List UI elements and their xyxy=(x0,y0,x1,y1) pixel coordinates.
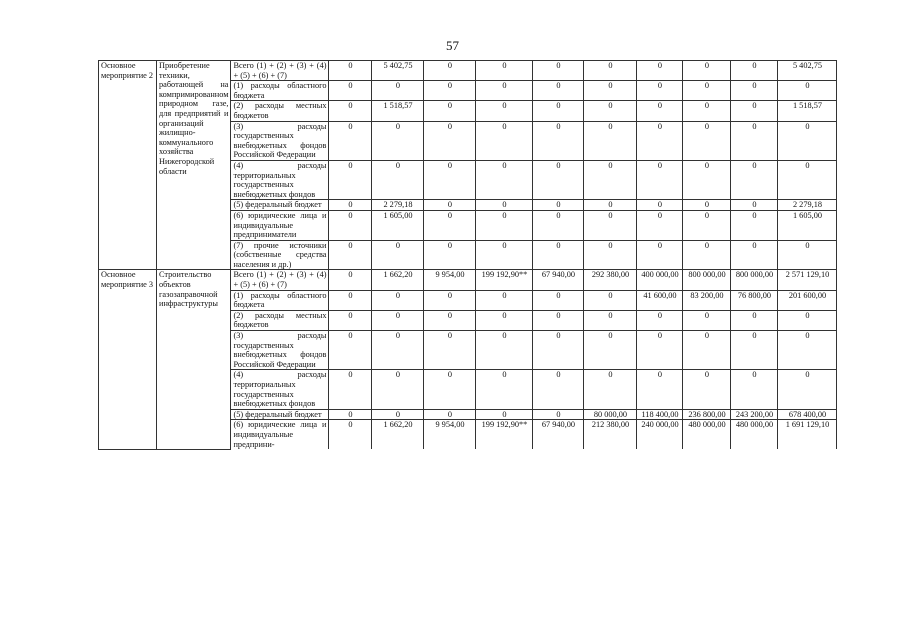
value-cell: 0 xyxy=(584,290,637,310)
value-cell: 0 xyxy=(584,310,637,330)
description-cell: Строительство объектов газозаправочной инфраструктуры xyxy=(157,270,231,449)
description-cell: Приобретение техники, работающей на компримированном природном газе, для предприятий и организаций жилищно-коммунального хозяйства Нижегородской области xyxy=(157,61,231,270)
value-cell: 0 xyxy=(683,101,731,121)
value-cell: 199 192,90** xyxy=(476,420,533,449)
value-cell: 5 402,75 xyxy=(372,61,424,81)
value-cell: 0 xyxy=(637,81,683,101)
value-cell: 800 000,00 xyxy=(683,270,731,290)
value-cell: 0 xyxy=(683,200,731,211)
value-cell: 0 xyxy=(683,370,731,409)
value-cell: 0 xyxy=(683,331,731,370)
value-cell: 0 xyxy=(424,370,476,409)
value-cell: 0 xyxy=(372,160,424,199)
value-cell: 0 xyxy=(424,160,476,199)
funding-source-cell: (6) юридические лица и индивидуальные предприни- xyxy=(231,420,329,449)
value-cell: 0 xyxy=(637,61,683,81)
value-cell: 0 xyxy=(731,310,778,330)
value-cell: 0 xyxy=(683,160,731,199)
value-cell: 0 xyxy=(329,409,372,420)
value-cell: 0 xyxy=(731,370,778,409)
value-cell: 41 600,00 xyxy=(637,290,683,310)
value-cell: 1 662,20 xyxy=(372,270,424,290)
value-cell: 0 xyxy=(424,61,476,81)
value-cell: 0 xyxy=(424,81,476,101)
value-cell: 0 xyxy=(584,121,637,160)
value-cell: 0 xyxy=(329,331,372,370)
value-cell: 0 xyxy=(424,240,476,270)
funding-source-cell: (6) юридические лица и индивидуальные предприниматели xyxy=(231,210,329,240)
value-cell: 0 xyxy=(778,121,837,160)
value-cell: 0 xyxy=(329,290,372,310)
value-cell: 0 xyxy=(637,370,683,409)
value-cell: 1 518,57 xyxy=(778,101,837,121)
value-cell: 0 xyxy=(476,409,533,420)
funding-source-cell: (2) расходы местных бюджетов xyxy=(231,101,329,121)
value-cell: 5 402,75 xyxy=(778,61,837,81)
value-cell: 0 xyxy=(637,210,683,240)
value-cell: 0 xyxy=(329,420,372,449)
value-cell: 9 954,00 xyxy=(424,420,476,449)
value-cell: 0 xyxy=(372,290,424,310)
value-cell: 1 605,00 xyxy=(372,210,424,240)
page-number: 57 xyxy=(446,38,459,53)
value-cell: 0 xyxy=(476,61,533,81)
value-cell: 0 xyxy=(778,331,837,370)
value-cell: 1 691 129,10 xyxy=(778,420,837,449)
funding-source-cell: (1) расходы областного бюджета xyxy=(231,81,329,101)
value-cell: 0 xyxy=(329,270,372,290)
value-cell: 0 xyxy=(584,101,637,121)
funding-source-cell: Всего (1) + (2) + (3) + (4) + (5) + (6) + (7) xyxy=(231,61,329,81)
value-cell: 0 xyxy=(533,160,584,199)
value-cell: 0 xyxy=(637,310,683,330)
value-cell: 0 xyxy=(533,409,584,420)
value-cell: 0 xyxy=(476,200,533,211)
value-cell: 0 xyxy=(584,81,637,101)
value-cell: 0 xyxy=(533,121,584,160)
value-cell: 0 xyxy=(683,61,731,81)
value-cell: 0 xyxy=(533,81,584,101)
value-cell: 0 xyxy=(731,200,778,211)
funding-source-cell: (3) расходы государственных внебюджетных фондов Российской Федерации xyxy=(231,331,329,370)
value-cell: 0 xyxy=(637,160,683,199)
value-cell: 0 xyxy=(372,240,424,270)
value-cell: 0 xyxy=(476,101,533,121)
value-cell: 0 xyxy=(476,310,533,330)
value-cell: 0 xyxy=(372,81,424,101)
value-cell: 0 xyxy=(683,81,731,101)
value-cell: 212 380,00 xyxy=(584,420,637,449)
value-cell: 1 518,57 xyxy=(372,101,424,121)
value-cell: 0 xyxy=(683,240,731,270)
value-cell: 480 000,00 xyxy=(683,420,731,449)
value-cell: 0 xyxy=(637,331,683,370)
value-cell: 0 xyxy=(778,310,837,330)
funding-source-cell: (5) федеральный бюджет xyxy=(231,409,329,420)
value-cell: 2 279,18 xyxy=(372,200,424,211)
value-cell: 67 940,00 xyxy=(533,270,584,290)
value-cell: 0 xyxy=(424,310,476,330)
value-cell: 80 000,00 xyxy=(584,409,637,420)
table-body xyxy=(99,61,837,450)
value-cell: 0 xyxy=(329,210,372,240)
value-cell: 0 xyxy=(424,290,476,310)
value-cell: 0 xyxy=(533,310,584,330)
value-cell: 0 xyxy=(637,121,683,160)
value-cell: 0 xyxy=(778,370,837,409)
value-cell: 240 000,00 xyxy=(637,420,683,449)
value-cell: 0 xyxy=(476,81,533,101)
value-cell: 0 xyxy=(731,331,778,370)
value-cell: 0 xyxy=(584,331,637,370)
value-cell: 0 xyxy=(533,101,584,121)
value-cell: 480 000,00 xyxy=(731,420,778,449)
value-cell: 0 xyxy=(584,370,637,409)
activity-cell: Основное мероприятие 2 xyxy=(99,61,157,270)
value-cell: 0 xyxy=(372,121,424,160)
value-cell: 0 xyxy=(731,160,778,199)
value-cell: 1 662,20 xyxy=(372,420,424,449)
value-cell: 0 xyxy=(372,331,424,370)
value-cell: 0 xyxy=(329,310,372,330)
value-cell: 0 xyxy=(533,240,584,270)
value-cell: 0 xyxy=(476,121,533,160)
table-row xyxy=(99,61,837,81)
value-cell: 9 954,00 xyxy=(424,270,476,290)
value-cell: 0 xyxy=(329,81,372,101)
value-cell: 0 xyxy=(533,200,584,211)
value-cell: 0 xyxy=(533,331,584,370)
value-cell: 0 xyxy=(683,121,731,160)
value-cell: 0 xyxy=(329,240,372,270)
value-cell: 0 xyxy=(637,240,683,270)
value-cell: 0 xyxy=(424,200,476,211)
value-cell: 1 605,00 xyxy=(778,210,837,240)
value-cell: 0 xyxy=(584,240,637,270)
value-cell: 0 xyxy=(476,370,533,409)
value-cell: 0 xyxy=(584,210,637,240)
value-cell: 0 xyxy=(731,210,778,240)
value-cell: 0 xyxy=(778,240,837,270)
funding-source-cell: (7) прочие источники (собственные средства населения и др.) xyxy=(231,240,329,270)
value-cell: 0 xyxy=(424,331,476,370)
value-cell: 0 xyxy=(329,121,372,160)
value-cell: 67 940,00 xyxy=(533,420,584,449)
value-cell: 118 400,00 xyxy=(637,409,683,420)
funding-source-cell: (4) расходы территориальных государственных внебюджетных фондов xyxy=(231,370,329,409)
value-cell: 0 xyxy=(731,101,778,121)
value-cell: 0 xyxy=(476,160,533,199)
funding-source-cell: (2) расходы местных бюджетов xyxy=(231,310,329,330)
value-cell: 83 200,00 xyxy=(683,290,731,310)
value-cell: 236 800,00 xyxy=(683,409,731,420)
value-cell: 2 279,18 xyxy=(778,200,837,211)
table-row xyxy=(99,270,837,290)
value-cell: 0 xyxy=(584,160,637,199)
value-cell: 0 xyxy=(424,210,476,240)
funding-source-cell: Всего (1) + (2) + (3) + (4) + (5) + (6) + (7) xyxy=(231,270,329,290)
value-cell: 0 xyxy=(533,210,584,240)
value-cell: 0 xyxy=(424,121,476,160)
value-cell: 0 xyxy=(683,210,731,240)
value-cell: 0 xyxy=(424,101,476,121)
value-cell: 0 xyxy=(533,370,584,409)
value-cell: 0 xyxy=(329,61,372,81)
value-cell: 0 xyxy=(372,310,424,330)
value-cell: 199 192,90** xyxy=(476,270,533,290)
value-cell: 2 571 129,10 xyxy=(778,270,837,290)
value-cell: 0 xyxy=(329,101,372,121)
value-cell: 243 200,00 xyxy=(731,409,778,420)
value-cell: 0 xyxy=(329,370,372,409)
value-cell: 0 xyxy=(683,310,731,330)
value-cell: 201 600,00 xyxy=(778,290,837,310)
value-cell: 400 000,00 xyxy=(637,270,683,290)
activity-cell: Основное мероприятие 3 xyxy=(99,270,157,449)
value-cell: 0 xyxy=(731,240,778,270)
value-cell: 0 xyxy=(584,61,637,81)
value-cell: 0 xyxy=(731,121,778,160)
value-cell: 0 xyxy=(372,409,424,420)
value-cell: 0 xyxy=(424,409,476,420)
value-cell: 0 xyxy=(476,290,533,310)
value-cell: 0 xyxy=(533,290,584,310)
budget-table xyxy=(98,60,837,450)
value-cell: 0 xyxy=(533,61,584,81)
value-cell: 0 xyxy=(731,81,778,101)
value-cell: 0 xyxy=(637,200,683,211)
value-cell: 0 xyxy=(731,61,778,81)
funding-source-cell: (3) расходы государственных внебюджетных фондов Российской Федерации xyxy=(231,121,329,160)
value-cell: 292 380,00 xyxy=(584,270,637,290)
value-cell: 0 xyxy=(476,331,533,370)
value-cell: 0 xyxy=(329,160,372,199)
value-cell: 0 xyxy=(329,200,372,211)
value-cell: 0 xyxy=(372,370,424,409)
funding-source-cell: (5) федеральный бюджет xyxy=(231,200,329,211)
value-cell: 0 xyxy=(476,210,533,240)
value-cell: 0 xyxy=(778,160,837,199)
value-cell: 0 xyxy=(778,81,837,101)
value-cell: 678 400,00 xyxy=(778,409,837,420)
value-cell: 0 xyxy=(584,200,637,211)
value-cell: 0 xyxy=(637,101,683,121)
value-cell: 76 800,00 xyxy=(731,290,778,310)
funding-source-cell: (4) расходы территориальных государственных внебюджетных фондов xyxy=(231,160,329,199)
value-cell: 0 xyxy=(476,240,533,270)
funding-source-cell: (1) расходы областного бюджета xyxy=(231,290,329,310)
value-cell: 800 000,00 xyxy=(731,270,778,290)
